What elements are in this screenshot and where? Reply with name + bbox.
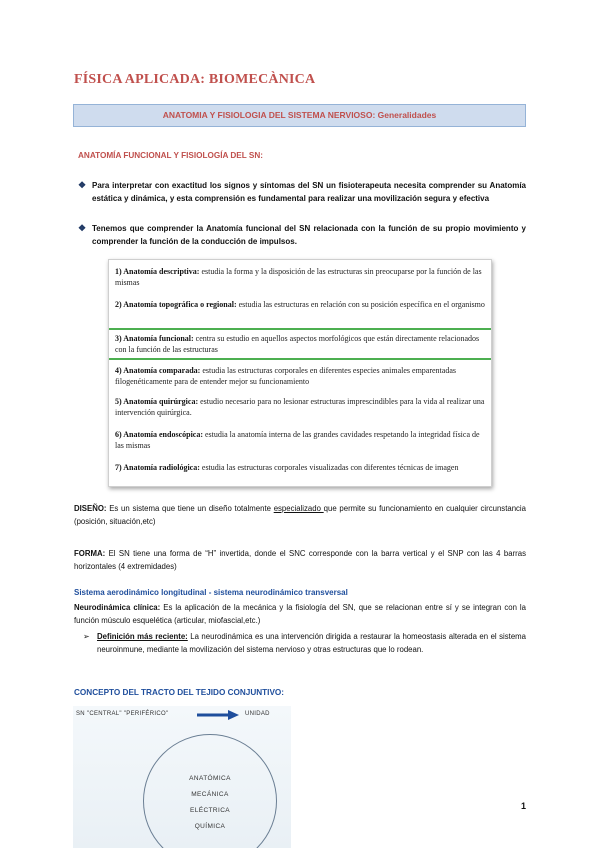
table-divider [109,328,491,330]
arrow-bullet-icon: ➢ [83,632,90,641]
neurodinamica-paragraph: Neurodinámica clínica: Es la aplicación de la mecánica y la fisiología del SN, que se relacionan entre sí y se integran con la función músculo esquelética (articular, miofascial,etc.) [74,603,527,625]
anatomy-types-table [108,259,492,487]
table-row: 4) Anatomía comparada: estudia las estructuras corporales en diferentes especies animales emparentadas filogenéticamente para de entender mejor su funcionamiento [115,366,456,386]
table-row: 6) Anatomía endoscópica: estudia la anatomía interna de las grandes cavidades respetando la integridad física de las mismas [115,430,480,450]
properties-circle [143,734,277,848]
arrow-right-icon [197,710,239,720]
diamond-bullet-icon: ❖ [78,223,87,233]
figure-left-label: SN "CENTRAL" "PERIFÉRICO" [76,711,169,717]
diseno-paragraph: DISEÑO: Es un sistema que tiene un diseño totalmente especializado que permite su funcionamiento en cualquier circunstancia (posición, situación,etc) [74,504,526,526]
forma-paragraph: FORMA: El SN tiene una forma de “H” invertida, donde el SNC corresponde con la barra vertical y el SNP con las 4 barras horizontales (4 extremidades) [74,549,526,571]
circle-item: ELÉCTRICA [189,807,231,814]
definicion-item: ➢ Definición más reciente: La neurodinámica es una intervención dirigida a restaurar la homeostasis alterada en el sistema neuroinmune, mediante la movilización del sistema nervioso y otras estructuras que lo rodean. [83,632,526,654]
tissue-concept-figure [73,706,291,848]
circle-item: MECÁNICA [191,791,229,798]
page-number: 1 [520,801,526,811]
bullet-item [78,222,526,248]
page-title: FÍSICA APLICADA: BIOMECÀNICA [74,72,316,87]
diamond-bullet-icon: ❖ [78,180,87,190]
section-heading-anatomia: ANATOMÍA FUNCIONAL Y FISIOLOGÍA DEL SN: [78,151,263,160]
bullet-item [78,179,526,205]
table-divider [109,358,491,360]
table-row: 5) Anatomía quirúrgica: estudio necesario para no lesionar estructuras imprescindibles para la vida al realizar una intervención quirúrgica. [115,397,485,417]
section-heading-tejido: CONCEPTO DEL TRACTO DEL TEJIDO CONJUNTIVO: [74,688,285,697]
bullet-text: Tenemos que comprender la Anatomía funcional del SN relacionada con la función de su propio movimiento y comprender la función de la conducción de impulsos. [92,224,526,246]
circle-item: ANATÓMICA [189,775,231,782]
table-row: 2) Anatomía topográfica o regional: estudia las estructuras en relación con su posición específica en el organismo [115,300,485,309]
sistema-heading: Sistema aerodinámico longitudinal - sistema neurodinámico transversal [74,588,348,597]
bullet-text: Para interpretar con exactitud los signos y síntomas del SN un fisioterapeuta necesita comprender su Anatomía estática y dinámica, y esta comprensión es fundamental para realizar una movilización segura y efectiva [92,181,526,203]
table-row: 1) Anatomía descriptiva: estudia la forma y la disposición de las estructuras sin preocuparse por la función de las mismas [115,267,482,287]
figure-right-label: UNIDAD [245,711,270,717]
table-row: 3) Anatomía funcional: centra su estudio en aquellos aspectos morfológicos que están directamente relacionados con la función de las estructuras [115,334,480,354]
table-row: 7) Anatomía radiológica: estudia las estructuras corporales visualizadas con diferentes técnicas de imagen [115,463,459,472]
circle-item: QUÍMICA [194,823,226,830]
section-banner: ANATOMIA Y FISIOLOGIA DEL SISTEMA NERVIOSO: Generalidades [73,104,526,127]
